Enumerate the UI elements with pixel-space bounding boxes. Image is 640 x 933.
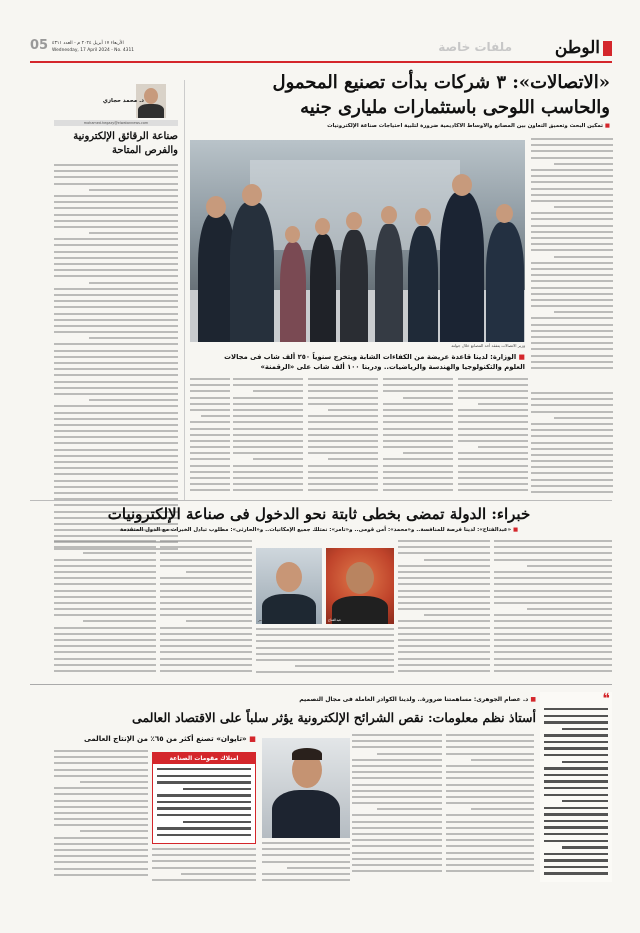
story1-headline-line2: والحاسب اللوحى باستثمارات مليارى جنيه [300, 97, 610, 118]
story1-pullquote-line2: العلوم والتكنولوجيا والهندسة والرياضيات.. ودربنا ١٠٠ ألف شاب على «الرقمنة» [260, 363, 525, 371]
bullet-icon: ■ [528, 696, 536, 703]
issue-date-en: Wednesday, 17 April 2024 - No. 4311 [52, 48, 135, 53]
story3-side-head: ■ «تايوان» تصنع أكثر من ٦٥٪ من الإنتاج العالمى [83, 734, 256, 743]
story1-body-col1 [458, 378, 528, 498]
story1-photo [190, 140, 525, 342]
column-title [54, 130, 178, 158]
quote-icon: ❝ [602, 691, 610, 707]
story3-kicker: ■ د. عصام الجوهرى: مساهمتنا ضرورة.. ولدينا الكوادر العاملة فى مجال التصميم [299, 696, 536, 703]
story2-photo-2 [256, 548, 322, 624]
story1-pullquote-line1: ■ الوزارة: لدينا قاعدة عريضة من الكفاءات الشابة ويتخرج سنوياً ٢٥٠ ألف شاب فى مجالات [224, 353, 525, 361]
bullet-icon: ■ [603, 123, 610, 129]
story1-right-column-lower [531, 392, 613, 498]
column-title-line1: صناعة الرقائق الإلكترونية [73, 131, 178, 142]
bullet-icon: ■ [246, 734, 256, 743]
story1-headline [220, 70, 610, 120]
story1-pullquote [190, 352, 525, 372]
story2-photo-1-label: عبدالفتاح [328, 618, 342, 622]
story1-body-col2 [383, 378, 453, 498]
masthead-rule [30, 61, 612, 63]
story3-body-col1 [446, 734, 534, 884]
factbox-title: امتلاك مقومات الصناعة [153, 753, 255, 764]
story2-bottom-rule [30, 684, 612, 685]
logo-text: الوطن [554, 38, 600, 58]
story1-caption: وزير الاتصالات يتفقد أحد المصانع خلال جولته [451, 343, 525, 348]
story1-right-column [531, 138, 613, 388]
bullet-icon: ■ [516, 353, 525, 361]
story3-left-sidebar [540, 692, 612, 882]
story3-body-col3 [262, 842, 350, 884]
issue-date-ar: الأربعاء ١٧ أبريل ٢٠٢٤ م - العدد ٤٣١١ [52, 41, 124, 46]
story2-photo-2-label: تامر [258, 618, 264, 622]
story2-body-col4 [54, 540, 156, 680]
story2-subhead: ■ «عبدالفتاح»: لدينا فرصة للمنافسة.. و«محمد»: أمن قومى.. و«تامر»: نمتلك جميع الإمكانيات.. و«الحارثى»: مطلوب تبادل الخبرات مع الدول المتقدمة [119, 527, 519, 533]
column-title-line2: والفرص المتاحة [111, 145, 178, 156]
story2-body-col2 [398, 540, 490, 680]
story2-body-under-photos [256, 628, 394, 680]
story3-photo [262, 738, 350, 838]
story1-body-col4 [233, 378, 303, 498]
story2-body-col1 [494, 540, 612, 680]
page-number: 05 [30, 38, 49, 53]
story2-photo-1 [326, 548, 394, 624]
story3-body-col4 [152, 848, 256, 884]
story2-headline: خبراء: الدولة تمضى بخطى ثابتة نحو الدخول فى صناعة الإلكترونيات [107, 505, 531, 523]
story1-bottom-rule [30, 500, 612, 501]
section-label: ملفات خاصة [438, 40, 512, 54]
story1-subhead: ■ تمكين البحث وتعميق التعاون بين المصانع والأوساط الأكاديمية ضرورة لتلبية احتياجات صناعة الإلكترونيات [327, 123, 610, 129]
masthead [30, 38, 612, 60]
columnist-name: د. محمد حجازي [102, 98, 144, 104]
story2-body-col3 [160, 540, 252, 680]
logo [555, 38, 612, 58]
story1-body-col3 [308, 378, 378, 498]
story1-headline-line1: «الاتصالات»: ٣ شركات بدأت تصنيع المحمول [272, 72, 610, 93]
story3-body-col5 [54, 750, 148, 884]
columnist-divider [184, 80, 185, 500]
story3-headline: أستاذ نظم معلومات: نقص الشرائح الإلكترونية يؤثر سلباً على الاقتصاد العالمى [132, 710, 536, 725]
bullet-icon: ■ [511, 527, 519, 533]
logo-mark-icon [603, 41, 612, 56]
story1-body-col5 [190, 378, 230, 498]
story3-factbox [152, 752, 256, 844]
columnist-email: mohamed.hegazy@elwatannews.com [54, 120, 178, 126]
story3-body-col2 [352, 734, 442, 884]
